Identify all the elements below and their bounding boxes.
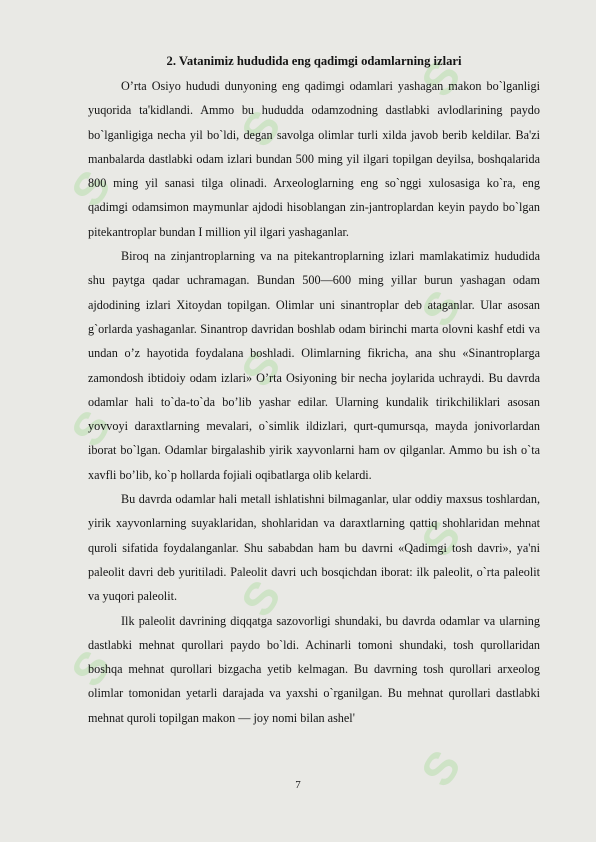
watermark-mark: S <box>230 100 291 156</box>
watermark-mark: S <box>60 640 121 696</box>
body-text <box>88 74 540 730</box>
watermark-mark: S <box>410 740 471 796</box>
paragraph: Bu davrda odamlar hali metall ishlatishni bilmaganlar, ular oddiy maxsus toshlardan, yirik xayvonlarning suyaklaridan, shohlaridan va daraxtlarning qattiq shohlaridan mehnat quroli sifatida foydalanganlar. Shu sababdan ham bu davrni «Qadimgi tosh davri», ya'ni paleolit davri deb yuritiladi. Paleolit davri uch bosqichdan iborat: ilk paleolit, o`rta paleolit va yuqori paleolit. <box>88 492 540 604</box>
watermark-mark: S <box>410 510 471 566</box>
watermark-mark: S <box>410 280 471 336</box>
paragraph: Biroq na zinjantroplarning va na pitekantroplarning izlari mamlakatimiz hududida shu paytga qadar uchramagan. Bundan 500—600 ming yillar burun yashagan odam ajdodining izlari Xitoydan topilgan. Olimlar uni sinantroplar deb ataganlar. Ular asosan g`orlarda yashaganlar. Sinantrop davridan boshlab odam birinchi marta olovni kashf etdi va undan o’z hayotida foydalana boshladi. Olimlarning fikricha, ana shu «Sinantroplarga zamondosh ibtidoiy odam izlari» O’rta Osiyoning bir necha joylarida uchraydi. Bu davrda odamlar hali to`da-to`da bo’lib yashar edilar. Ularning kundalik tirikchiliklari asosan yovvoyi daraxtlarning mevalari, o`simlik ildizlari, qurt-qumursqa, mayda jonivorlardan iborat bo`lgan. Odamlar birgalashib yirik xayvonlarni ham ov qilganlar. Ammo bu ish o`ta xavfli bo’lib, ko`p hollarda fojiali oqibatlarga olib kelardi. <box>88 249 540 482</box>
watermark-mark: S <box>60 400 121 456</box>
paragraph: Ilk paleolit davrining diqqatga sazovorligi shundaki, bu davrda odamlar va ularning dastlabki mehnat qurollari paydo bo`ldi. Achinarli tomoni shundaki, tosh qurollaridan boshqa mehnat qurollari bizgacha yetib kelmagan. Bu davrning tosh qurollari arxeolog olimlar tomonidan yetarli darajada va yaxshi o`rganilgan. Bu mehnat qurollari dastlabki mehnat quroli topilgan makon — joy nomi bilan ashel' <box>88 613 540 725</box>
watermark-mark: S <box>230 570 291 626</box>
watermark-mark: S <box>60 160 121 216</box>
watermark-mark: S <box>410 50 471 106</box>
page-number: 7 <box>295 779 301 791</box>
section-heading: 2. Vatanimiz hududida eng qadimgi odamlarning izlari <box>166 54 462 68</box>
paragraph: O’rta Osiyo hududi dunyoning eng qadimgi odamlari yashagan makon bo`lganligi yuqorida ta'kidlandi. Ammo bu hududda odamzodning dastlabki avlodlarining paydo bo`lganligiga necha yil bo`ldi, degan savolga olimlar turli xilda javob berib keldilar. Ba'zi manbalarda dastlabki odam izlari bundan 500 ming yil ilgari topilgan deyilsa, boshqalarida 800 ming yil sanasi tilga olinadi. Arxeologlarning eng so`nggi xulosasiga ko`ra, eng qadimgi odamsimon maymunlar ajdodi hisoblangan zin-jantroplardan keyin paydo bo`lgan pitekantroplar bundan I million yil ilgari yashaganlar. <box>88 79 540 239</box>
watermark-mark: S <box>230 340 291 396</box>
